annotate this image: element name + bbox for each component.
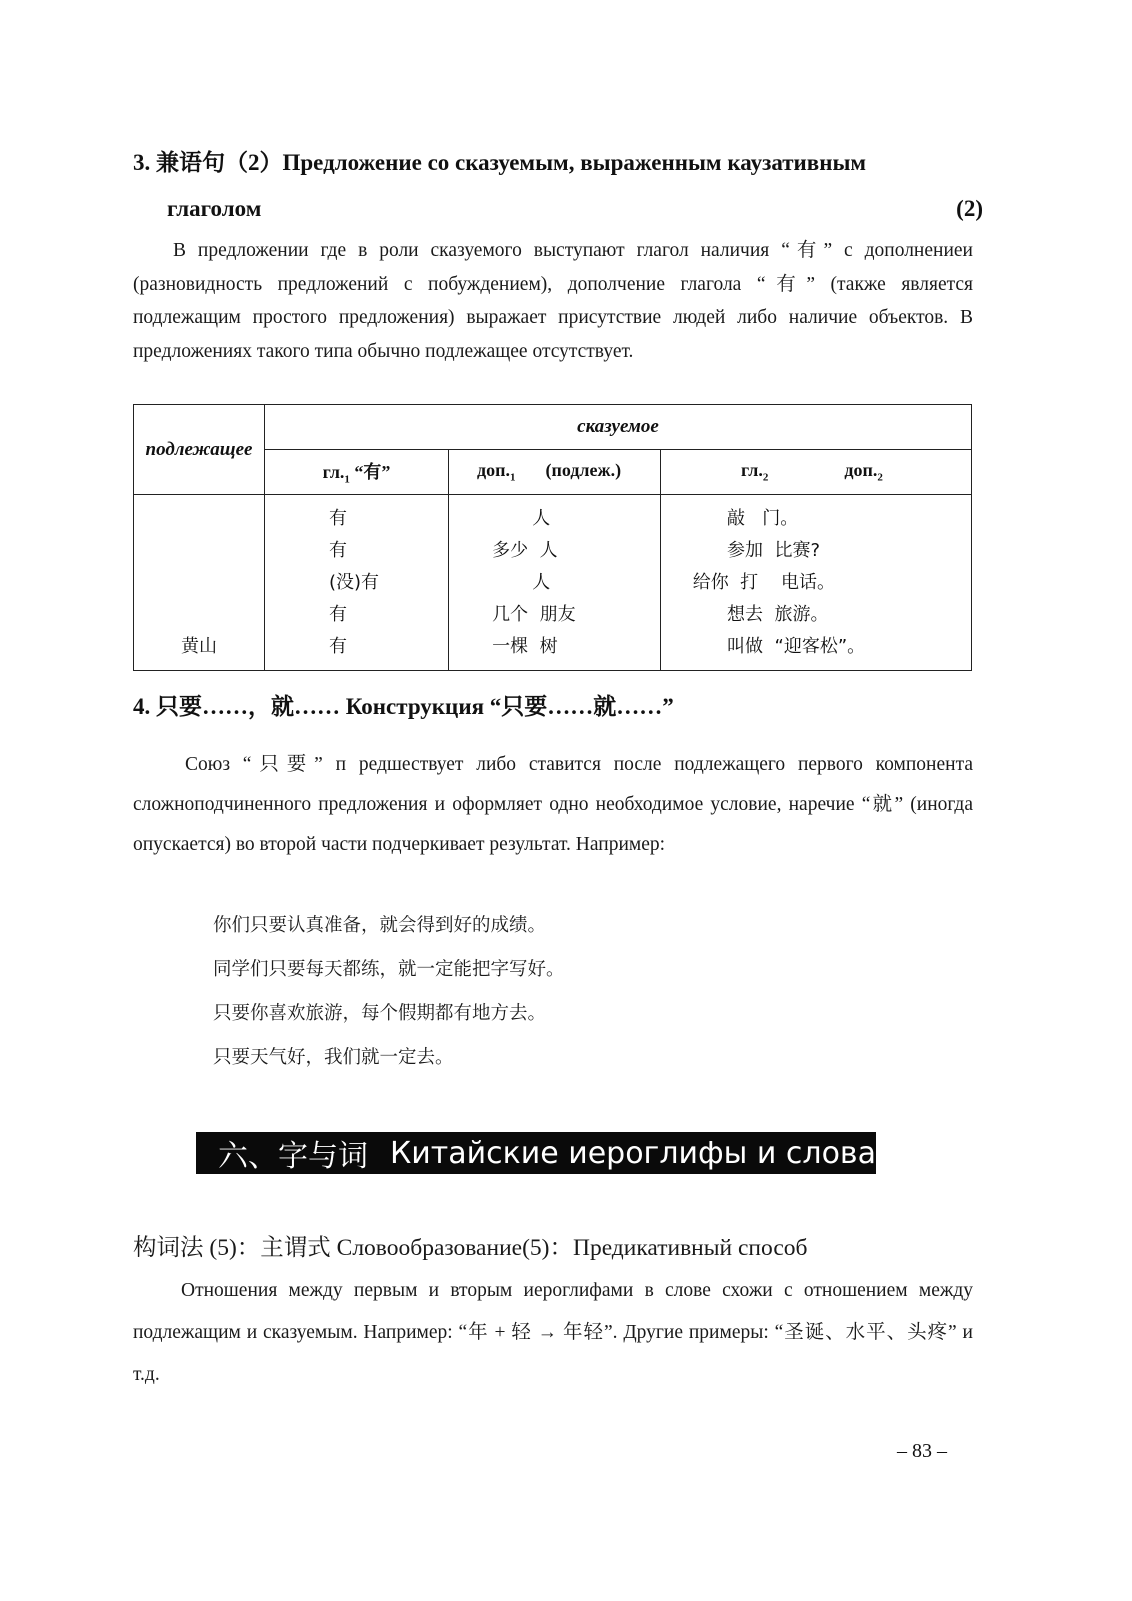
word-formation-paragraph: Отношения между первым и вторым иероглифами в слове схожи с отношением между подлежащим и сказуемым. Например: “年 + 轻 → 年轻”. Другие примеры: “圣诞、水平、头疼” и т.д. xyxy=(133,1280,973,1385)
table-cell: 叫做 “迎客松”。 xyxy=(687,636,866,657)
table-cell: 有 xyxy=(329,636,347,657)
table-cell: 一棵 树 xyxy=(475,636,558,657)
banner-chinese-title: 六、字与词 xyxy=(218,1139,368,1174)
table-column-subject xyxy=(134,495,265,671)
word-formation-heading: 构词法 (5)：主谓式 Словообразование(5)：Предикативный способ xyxy=(133,1235,808,1261)
table-cell xyxy=(134,567,264,599)
table-header-subject: подлежащее xyxy=(134,405,265,495)
table-cell: 参加 比赛? xyxy=(687,540,821,561)
table-cell: 给你 打 电话。 xyxy=(687,572,836,593)
table-cell: (没)有 xyxy=(329,572,380,593)
table-cell: 多少 人 xyxy=(475,540,558,561)
table-column-verb1 xyxy=(265,495,449,671)
example-sentence: 只要你喜欢旅游，每个假期都有地方去。 xyxy=(213,1003,547,1024)
example-sentence: 你们只要认真准备，就会得到好的成绩。 xyxy=(213,915,547,936)
table-subheader-verb2-object2: $гл._2$ $доп._2$ xyxy=(661,450,972,495)
section-3-title-line2: глаголом xyxy=(167,196,262,221)
table-cell: 有 xyxy=(329,604,347,625)
table-cell: 有 xyxy=(329,540,347,561)
example-sentence: 同学们只要每天都练，就一定能把字写好。 xyxy=(213,959,565,980)
section-3-heading xyxy=(133,140,983,232)
table-cell xyxy=(134,535,264,567)
section-3-paragraph: В предложении где в роли сказуемого выступают глагол наличия “有” с дополнениеи (разновидность предложений с побуждением), дополчение глагола “有” (также является подлежащим простого предложения) выражает присутствие людей либо наличие объектов. В предложениях такого типа обычно подлежащее отсутствует. xyxy=(133,240,973,362)
section-3-title-line1: 3. 兼语句（2）Предложение со сказуемым, выраженным каузативным xyxy=(133,150,867,175)
section-4-heading: 4. 只要……，就…… Конструкция “只要……就……” xyxy=(133,694,674,719)
table-cell: 黄山 xyxy=(181,636,217,657)
section-3-number: (2) xyxy=(956,196,983,221)
chapter-banner xyxy=(196,1132,876,1174)
table-cell: 几个 朋友 xyxy=(475,604,576,625)
table-cell xyxy=(134,599,264,631)
table-cell: 有 xyxy=(329,508,347,529)
page-number: – 83 – xyxy=(897,1440,947,1462)
table-cell xyxy=(134,503,264,535)
table-header-predicate: сказуемое xyxy=(265,405,972,450)
grammar-table xyxy=(133,404,972,671)
table-cell: 想去 旅游。 xyxy=(687,604,829,625)
table-column-object1 xyxy=(449,495,661,671)
banner-russian-title: Китайские иероглифы и слова xyxy=(389,1135,876,1171)
table-subheader-object1: $доп._1$ (подлеж.) xyxy=(449,450,661,495)
section-4-paragraph: Союз “只要” п редшествует либо ставится после подлежащего первого компонента сложноподчиненного предложения и оформляет одно необходимое условие, наречие “就” (иногда опускается) во второй части подчеркивает результат. Например: xyxy=(133,754,973,855)
table-cell: 敲 门。 xyxy=(687,508,799,529)
table-cell: 人 xyxy=(475,508,551,529)
example-sentence: 只要天气好，我们就一定去。 xyxy=(213,1047,454,1068)
table-cell: 人 xyxy=(475,572,551,593)
table-subheader-verb1: $гл._1$ “有” xyxy=(265,450,449,495)
table-column-verb2-object2 xyxy=(661,495,972,671)
example-sentences xyxy=(213,904,565,1080)
